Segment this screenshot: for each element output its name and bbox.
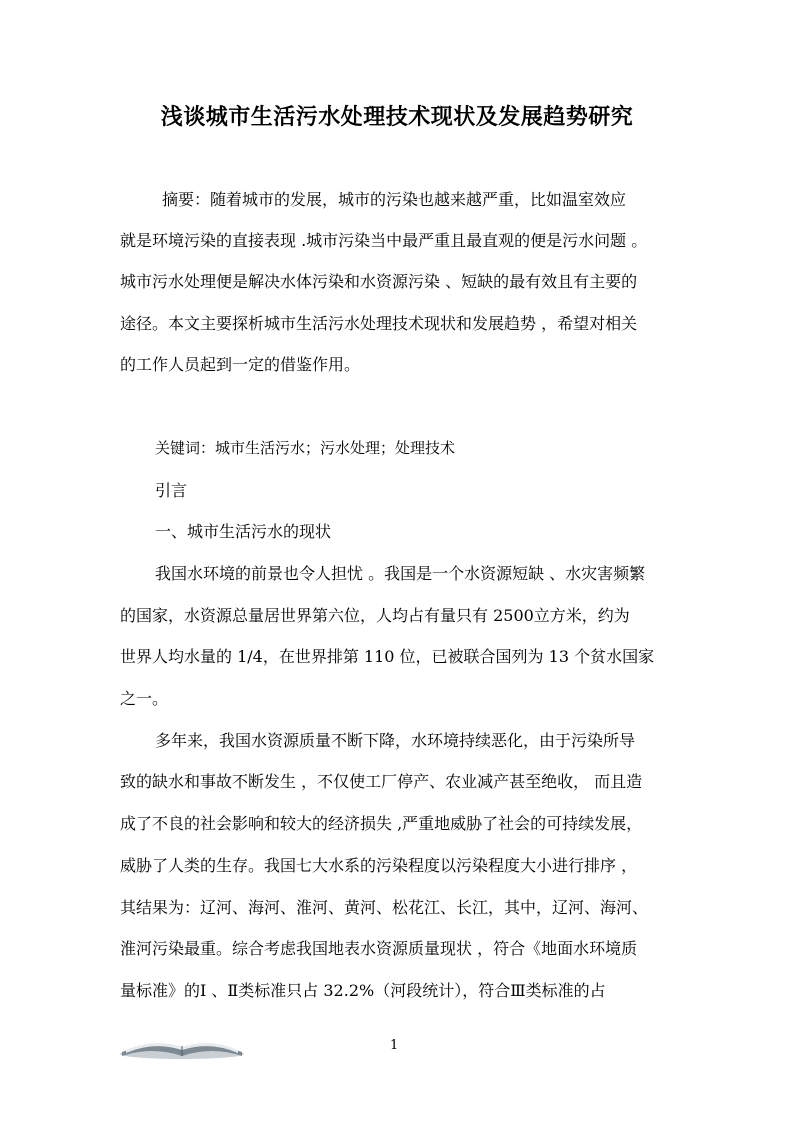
- paragraph-line: 世界人均水量的 1/4，在世界排第 110 位，已被联合国列为 13 个贫水国家: [120, 647, 655, 666]
- keywords: 关键词：城市生活污水；污水处理；处理技术: [155, 439, 456, 457]
- section-heading: 一、城市生活污水的现状: [155, 522, 332, 541]
- paragraph-line: 威胁了人类的生存。我国七大水系的污染程度以污染程度大小进行排序 ，: [120, 856, 638, 875]
- paragraph-line: 多年来，我国水资源质量不断下降，水环境持续恶化，由于污染所导: [155, 731, 636, 750]
- abstract-line: 的工作人员起到一定的借鉴作用。: [120, 355, 361, 374]
- book-icon: [118, 1032, 246, 1060]
- paragraph-line: 致的缺水和事故不断发生 ，不仅使工厂停产、农业减产甚至绝收， 而且造: [120, 772, 643, 791]
- paragraph-line: 其结果为：辽河、海河、淮河、黄河、松花江、长江，其中，辽河、海河、: [120, 898, 649, 917]
- document-title: 浅谈城市生活污水处理技术现状及发展趋势研究: [160, 105, 634, 130]
- paragraph-line: 量标准》的Ⅰ 、Ⅱ类标准只占 32.2%（河段统计），符合Ⅲ类标准的占: [120, 981, 606, 1000]
- abstract-line: 就是环境污染的直接表现 .城市污染当中最严重且最直观的便是污水问题 。: [120, 231, 648, 250]
- intro-heading: 引言: [155, 481, 188, 500]
- abstract-line: 摘要：随着城市的发展，城市的污染也越来越严重，比如温室效应: [162, 190, 627, 209]
- paragraph-line: 我国水环境的前景也令人担忧 。我国是一个水资源短缺 、水灾害频繁: [155, 564, 646, 583]
- page-number: 1: [390, 1038, 399, 1053]
- paragraph-line: 的国家，水资源总量居世界第六位，人均占有量只有 2500立方米，约为: [120, 606, 630, 625]
- abstract-line: 城市污水处理便是解决水体污染和水资源污染 、短缺的最有效且有主要的: [120, 272, 638, 291]
- paragraph-line: 成了不良的社会影响和较大的经济损失 ,严重地威胁了社会的可持续发展，: [120, 814, 643, 833]
- paragraph-line: 之一。: [120, 689, 169, 708]
- paragraph-line: 淮河污染最重。综合考虑我国地表水资源质量现状 ，符合《地面水环境质: [120, 939, 638, 958]
- abstract-line: 途径。本文主要探析城市生活污水处理技术现状和发展趋势 ，希望对相关: [120, 314, 638, 333]
